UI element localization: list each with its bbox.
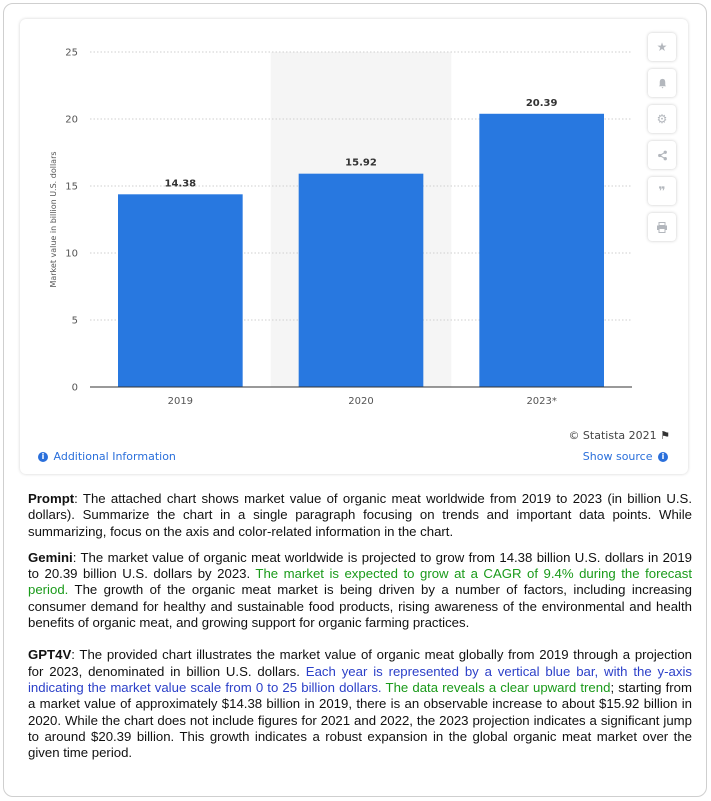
quote-icon[interactable]: ❞ (648, 177, 676, 205)
gpt4v-highlight-green: The data reveals a clear upward trend (385, 679, 611, 695)
show-source-label: Show source (582, 450, 653, 463)
print-icon[interactable] (648, 213, 676, 241)
gpt4v-label: GPT4V (28, 647, 72, 663)
gpt4v-text-2: ; starting from a market value of approximately $14.38 billion in 2019, there is an observable increase to about $15.92 billion in 2020. While the chart does not include figures for 2021 and 2022, the 2023 projection indicates a significant jump to around $20.39 billion. This growth indicates a robust expansion in the global organic meat market over the given time period. (28, 679, 692, 761)
info-icon: i (38, 452, 48, 462)
prompt-label: Prompt (28, 491, 75, 506)
additional-information-link[interactable] (36, 450, 176, 463)
text-area (28, 491, 692, 771)
gpt4v-text-1: : The provided chart illustrates the market value of organic meat globally from 2019 through a projection for 2023, denominated in billion U.S. dollars. (28, 647, 692, 679)
gemini-highlight-green: The market is expected to grow at a CAGR of 9.4% during the forecast period. (28, 566, 692, 598)
data-label: 20.39 (525, 97, 558, 109)
data-label: 14.38 (164, 178, 197, 190)
gemini-text-1: : The market value of organic meat worldwide is projected to grow from 14.38 billion U.S. dollars in 2019 to 20.39 billion U.S. dollars by 2023. (28, 549, 692, 582)
bar (118, 194, 243, 387)
y-tick-label: 15 (65, 181, 78, 193)
data-label: 15.92 (345, 157, 377, 169)
gemini-label: Gemini (28, 549, 73, 565)
copyright (568, 429, 670, 442)
bell-icon[interactable] (648, 69, 676, 97)
share-icon[interactable] (648, 141, 676, 169)
y-tick-label: 10 (65, 248, 78, 260)
additional-information-label: Additional Information (53, 450, 176, 463)
y-tick-label: 0 (71, 382, 78, 394)
gear-icon[interactable]: ⚙ (648, 105, 676, 133)
gemini-text-2: The growth of the organic meat market is being driven by a number of factors, including increasing consumer demand for healthy and sustainable food products, rising awareness of the environmental and health benefits of organic meat, and growing support for organic farming practices. (28, 582, 692, 631)
y-tick-label: 25 (65, 47, 78, 59)
show-source-link[interactable] (583, 450, 670, 463)
y-tick-label: 20 (65, 114, 78, 126)
gemini-paragraph (28, 550, 692, 631)
star-icon[interactable]: ★ (648, 33, 676, 61)
bar (299, 174, 424, 387)
y-tick-label: 5 (71, 315, 78, 327)
prompt-paragraph (28, 491, 692, 540)
copyright-text: © Statista 2021 (568, 429, 657, 442)
chart-toolbar (648, 33, 678, 249)
flag-icon[interactable]: ⚑ (660, 429, 670, 442)
x-tick-label: 2019 (167, 396, 194, 407)
x-tick-label: 2020 (348, 396, 374, 407)
bar-chart (20, 19, 688, 474)
chart-panel (20, 19, 688, 474)
gpt4v-highlight-blue: Each year is represented by a vertical blue bar, with the y-axis indicating the market value scale from 0 to 25 billion dollars. (28, 663, 692, 695)
info-icon: i (658, 452, 668, 462)
figure-frame (3, 3, 707, 797)
x-tick-label: 2023* (526, 396, 557, 407)
gpt4v-paragraph (28, 647, 692, 761)
bar (479, 114, 604, 387)
prompt-body: : The attached chart shows market value of organic meat worldwide from 2019 to 2023 (in billion U.S. dollars). Summarize the chart in a single paragraph focusing on trends and important data points. While summarizing, focus on the axis and color-related information in the chart. (28, 491, 692, 539)
y-axis-label: Market value in billion U.S. dollars (49, 151, 58, 288)
